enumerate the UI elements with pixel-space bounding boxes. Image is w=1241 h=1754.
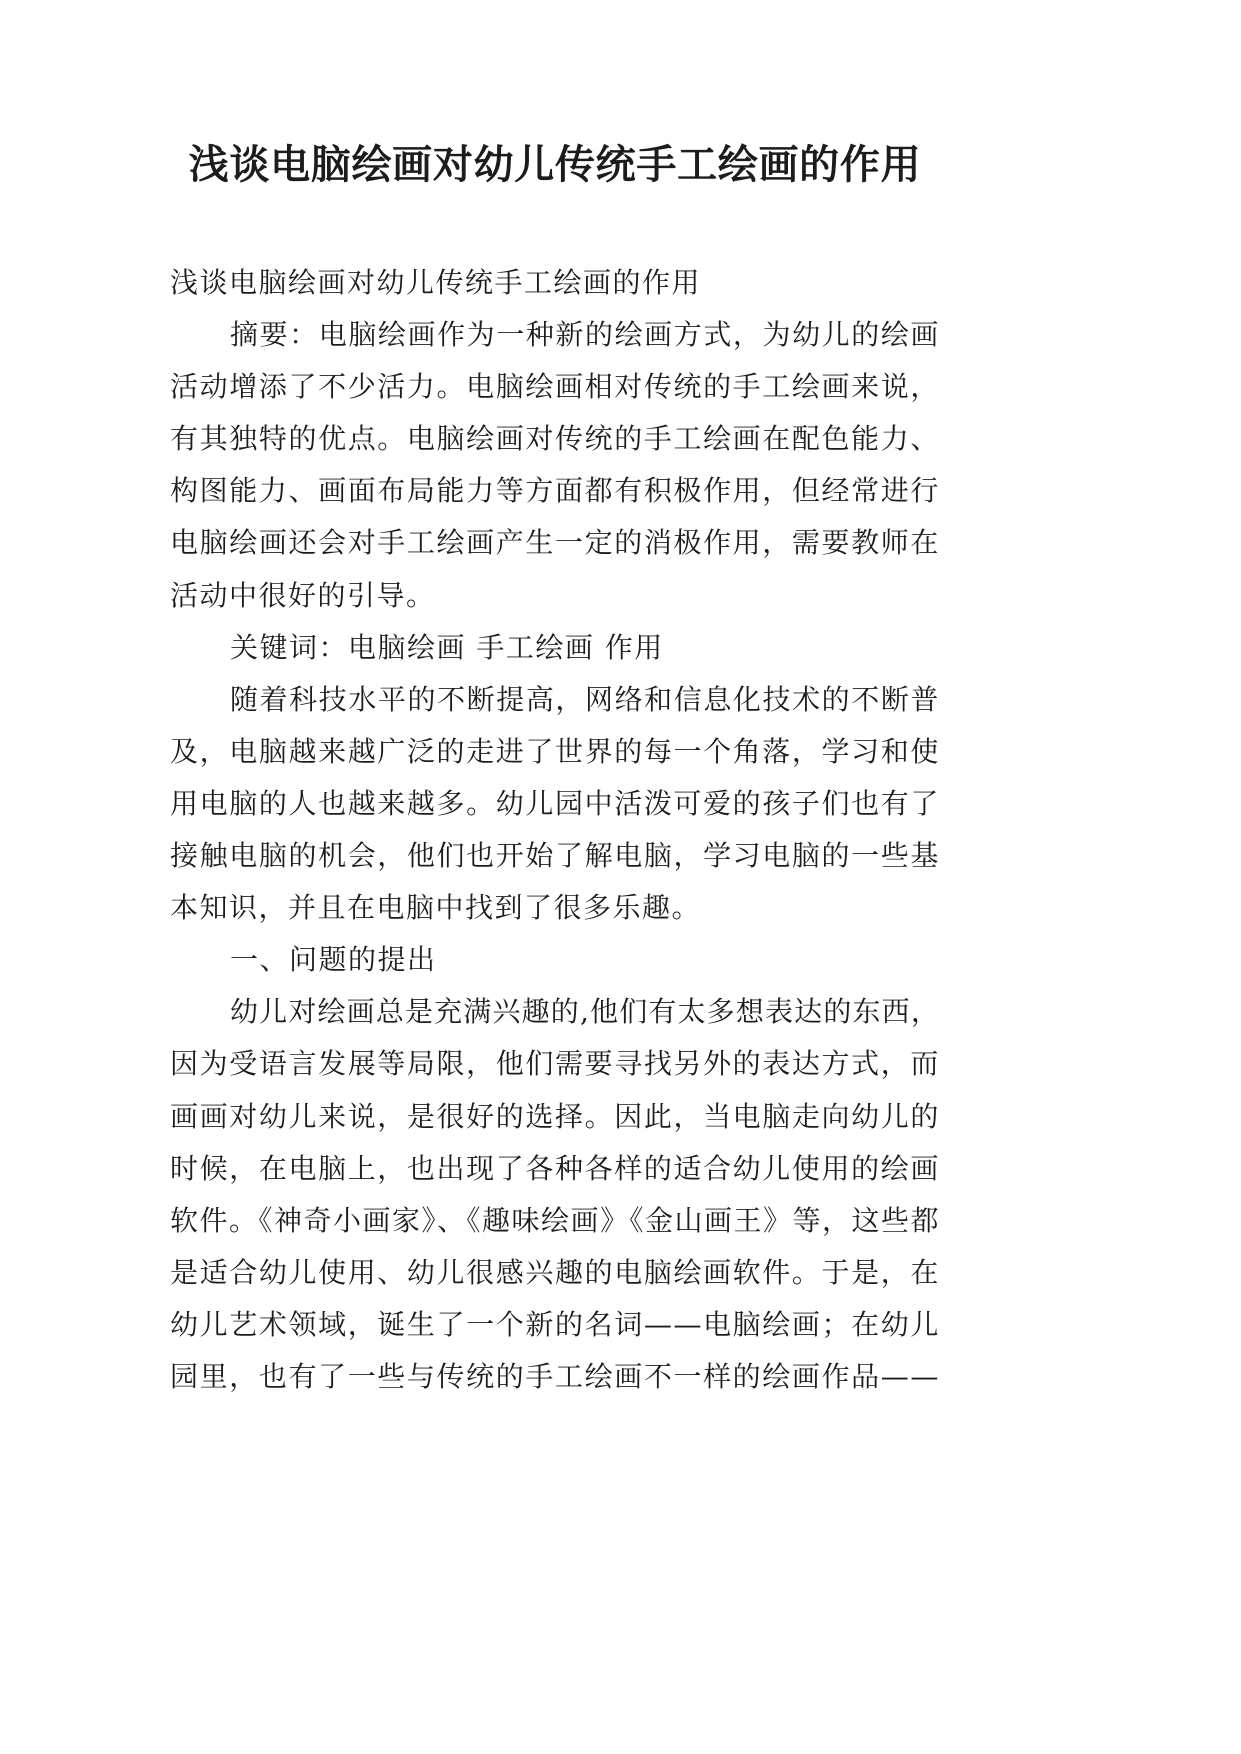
body-line: 一、问题的提出	[230, 943, 437, 977]
body-line: 随着科技水平的不断提高，网络和信息化技术的不断普	[230, 682, 940, 716]
body-line: 本知识，并且在电脑中找到了很多乐趣。	[170, 891, 702, 925]
section-heading	[170, 934, 940, 986]
body-line: 幼儿艺术领域，诞生了一个新的名词——电脑绘画；在幼儿	[170, 1307, 940, 1341]
document-title: 浅谈电脑绘画对幼儿传统手工绘画的作用	[188, 141, 922, 188]
document-body	[170, 257, 940, 1403]
body-line: 接触电脑的机会，他们也开始了解电脑，学习电脑的一些基	[170, 839, 940, 873]
paragraph-section-body	[170, 986, 940, 1403]
paragraph-introduction	[170, 674, 940, 934]
body-line: 园里，也有了一些与传统的手工绘画不一样的绘画作品——	[170, 1359, 940, 1393]
body-line: 电脑绘画还会对手工绘画产生一定的消极作用，需要教师在	[170, 526, 940, 560]
body-line: 画画对幼儿来说，是很好的选择。因此，当电脑走向幼儿的	[170, 1099, 940, 1133]
body-line: 有其独特的优点。电脑绘画对传统的手工绘画在配色能力、	[170, 422, 940, 456]
body-line: 用电脑的人也越来越多。幼儿园中活泼可爱的孩子们也有了	[170, 786, 940, 820]
paragraph-abstract	[170, 309, 940, 622]
body-line: 时候，在电脑上，也出现了各种各样的适合幼儿使用的绘画	[170, 1151, 940, 1185]
body-line: 关键词：电脑绘画 手工绘画 作用	[230, 630, 664, 664]
body-line: 构图能力、画面布局能力等方面都有积极作用，但经常进行	[170, 474, 940, 508]
paragraph-keywords	[170, 622, 940, 674]
body-line: 软件。《神奇小画家》、《趣味绘画》《金山画王》等，这些都	[170, 1203, 940, 1237]
body-line: 幼儿对绘画总是充满兴趣的,他们有太多想表达的东西，	[230, 995, 940, 1029]
body-line: 活动增添了不少活力。电脑绘画相对传统的手工绘画来说，	[170, 370, 940, 404]
body-line: 活动中很好的引导。	[170, 578, 436, 612]
body-line: 及，电脑越来越广泛的走进了世界的每一个角落，学习和使	[170, 734, 940, 768]
body-line: 浅谈电脑绘画对幼儿传统手工绘画的作用	[170, 266, 702, 299]
paragraph-subtitle	[170, 257, 940, 309]
body-line: 因为受语言发展等局限，他们需要寻找另外的表达方式，而	[170, 1047, 940, 1081]
body-line: 是适合幼儿使用、幼儿很感兴趣的电脑绘画软件。于是，在	[170, 1255, 940, 1289]
body-line: 摘要：电脑绘画作为一种新的绘画方式，为幼儿的绘画	[230, 318, 940, 352]
